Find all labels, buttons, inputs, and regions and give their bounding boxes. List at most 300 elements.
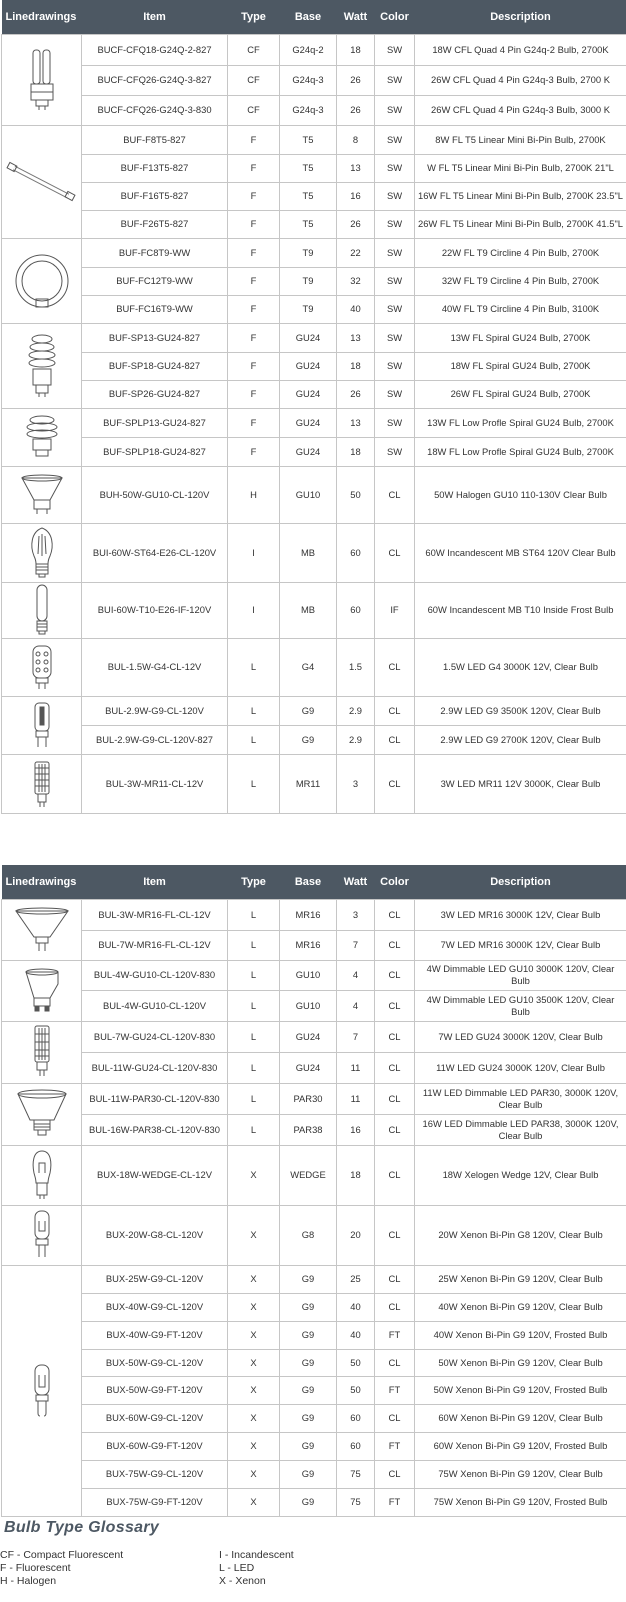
watt-cell: 18 [337,352,375,380]
type-cell: L [228,725,280,754]
table-row [2,1376,626,1404]
item-cell: BUL-3W-MR16-FL-CL-12V [82,899,228,930]
xenon-wedge-bulb-icon [2,1147,81,1203]
watt-cell: 40 [337,295,375,323]
table-row [2,267,626,295]
base-cell: T5 [280,210,337,238]
item-cell: BUX-18W-WEDGE-CL-12V [82,1145,228,1205]
item-cell: BUL-3W-MR11-CL-12V [82,754,228,813]
item-cell: BUX-20W-G8-CL-120V [82,1205,228,1265]
watt-cell: 40 [337,1321,375,1349]
type-cell: X [228,1265,280,1293]
header-row [2,0,626,34]
color-cell: SW [375,65,415,95]
color-cell: SW [375,267,415,295]
color-cell: IF [375,582,415,638]
led-g4-bulb-icon [2,642,81,692]
description-cell: 60W Incandescent MB T10 Inside Frost Bulb [415,582,626,638]
table-row [2,582,626,638]
color-cell: CL [375,960,415,990]
watt-cell: 26 [337,95,375,125]
watt-cell: 22 [337,238,375,267]
column-header: Linedrawings [2,865,82,899]
type-cell: F [228,437,280,466]
table-row [2,323,626,352]
base-cell: MR11 [280,754,337,813]
watt-cell: 20 [337,1205,375,1265]
item-cell: BUX-60W-G9-CL-120V [82,1404,228,1432]
type-cell: F [228,267,280,295]
table-row [2,930,626,960]
watt-cell: 3 [337,754,375,813]
column-header: Description [415,0,626,34]
item-cell: BUF-SP26-GU24-827 [82,380,228,408]
type-cell: F [228,238,280,267]
color-cell: SW [375,182,415,210]
color-cell: CL [375,1293,415,1321]
type-cell: F [228,323,280,352]
base-cell: GU10 [280,960,337,990]
type-cell: L [228,990,280,1021]
table-row [2,408,626,437]
item-cell: BUX-75W-G9-CL-120V [82,1460,228,1488]
watt-cell: 50 [337,1376,375,1404]
watt-cell: 1.5 [337,638,375,696]
description-cell: 18W CFL Quad 4 Pin G24q-2 Bulb, 2700K [415,34,626,65]
type-cell: F [228,154,280,182]
color-cell: CL [375,1052,415,1083]
base-cell: G9 [280,1488,337,1516]
column-header: Color [375,865,415,899]
watt-cell: 3 [337,899,375,930]
watt-cell: 7 [337,1021,375,1052]
xenon-g8-bulb-icon [2,1207,81,1263]
description-cell: 40W Xenon Bi-Pin G9 120V, Clear Bulb [415,1293,626,1321]
base-cell: GU24 [280,380,337,408]
table-row [2,1052,626,1083]
base-cell: G9 [280,1349,337,1376]
base-cell: GU24 [280,1021,337,1052]
watt-cell: 16 [337,1114,375,1145]
linedrawing-cell [2,960,82,1021]
base-cell: G9 [280,1265,337,1293]
table-row [2,1293,626,1321]
description-cell: 2.9W LED G9 2700K 120V, Clear Bulb [415,725,626,754]
item-cell: BUL-7W-MR16-FL-CL-12V [82,930,228,960]
description-cell: 20W Xenon Bi-Pin G8 120V, Clear Bulb [415,1205,626,1265]
item-cell: BUX-75W-G9-FT-120V [82,1488,228,1516]
item-cell: BUCF-CFQ18-G24Q-2-827 [82,34,228,65]
column-header: Color [375,0,415,34]
base-cell: T9 [280,295,337,323]
table-row [2,182,626,210]
type-cell: L [228,899,280,930]
color-cell: SW [375,380,415,408]
description-cell: 60W Incandescent MB ST64 120V Clear Bulb [415,523,626,582]
item-cell: BUX-40W-G9-CL-120V [82,1293,228,1321]
incandescent-t10-bulb-icon [2,583,81,637]
led-par-bulb-icon [2,1084,81,1144]
led-gu24-corn-bulb-icon [2,1022,81,1082]
color-cell: CL [375,1114,415,1145]
base-cell: G9 [280,1432,337,1460]
type-cell: X [228,1404,280,1432]
color-cell: SW [375,437,415,466]
item-cell: BUF-FC16T9-WW [82,295,228,323]
base-cell: G9 [280,1321,337,1349]
led-gu10-bulb-icon [2,964,81,1018]
description-cell: 26W FL Spiral GU24 Bulb, 2700K [415,380,626,408]
type-cell: L [228,696,280,725]
base-cell: GU24 [280,437,337,466]
table-row [2,1021,626,1052]
table-row [2,437,626,466]
base-cell: MR16 [280,930,337,960]
linear-tube-bulb-icon [2,154,81,210]
table-row [2,899,626,930]
table-row [2,1349,626,1376]
column-header: Item [82,865,228,899]
table-row [2,466,626,523]
glossary-column-2 [219,1549,294,1588]
description-cell: 2.9W LED G9 3500K 120V, Clear Bulb [415,696,626,725]
column-header: Watt [337,0,375,34]
type-cell: X [228,1349,280,1376]
item-cell: BUF-SPLP18-GU24-827 [82,437,228,466]
description-cell: 26W FL T5 Linear Mini Bi-Pin Bulb, 2700K 41.5"L [415,210,626,238]
table-row [2,154,626,182]
column-header: Base [280,865,337,899]
watt-cell: 50 [337,1349,375,1376]
table-row [2,523,626,582]
base-cell: G24q-2 [280,34,337,65]
type-cell: I [228,582,280,638]
linedrawing-cell [2,696,82,754]
header-row [2,865,626,899]
linedrawing-cell [2,408,82,466]
column-header: Description [415,865,626,899]
glossary-entry: CF - Compact Fluorescent [0,1549,124,1561]
color-cell: CL [375,725,415,754]
description-cell: 16W LED Dimmable LED PAR38, 3000K 120V, Clear Bulb [415,1114,626,1145]
table-row [2,1404,626,1432]
base-cell: T5 [280,125,337,154]
watt-cell: 13 [337,323,375,352]
description-cell: 75W Xenon Bi-Pin G9 120V, Clear Bulb [415,1460,626,1488]
description-cell: 1.5W LED G4 3000K 12V, Clear Bulb [415,638,626,696]
glossary-entry: H - Halogen [0,1575,57,1587]
item-cell: BUF-F13T5-827 [82,154,228,182]
description-cell: 50W Halogen GU10 110-130V Clear Bulb [415,466,626,523]
glossary-title: Bulb Type Glossary [4,1519,160,1536]
item-cell: BUH-50W-GU10-CL-120V [82,466,228,523]
item-cell: BUL-4W-GU10-CL-120V-830 [82,960,228,990]
linedrawing-cell [2,125,82,238]
base-cell: G8 [280,1205,337,1265]
color-cell: CL [375,466,415,523]
color-cell: CL [375,899,415,930]
watt-cell: 18 [337,1145,375,1205]
description-cell: 4W Dimmable LED GU10 3000K 120V, Clear Bulb [415,960,626,990]
linedrawing-cell [2,582,82,638]
color-cell: CL [375,1265,415,1293]
item-cell: BUF-FC8T9-WW [82,238,228,267]
type-cell: L [228,638,280,696]
watt-cell: 4 [337,990,375,1021]
watt-cell: 60 [337,1404,375,1432]
item-cell: BUX-50W-G9-CL-120V [82,1349,228,1376]
column-header: Linedrawings [2,0,82,34]
base-cell: G9 [280,1376,337,1404]
item-cell: BUI-60W-ST64-E26-CL-120V [82,523,228,582]
description-cell: 7W LED MR16 3000K 12V, Clear Bulb [415,930,626,960]
linedrawing-cell [2,638,82,696]
base-cell: T9 [280,238,337,267]
base-cell: G24q-3 [280,65,337,95]
item-cell: BUL-11W-GU24-CL-120V-830 [82,1052,228,1083]
low-profile-spiral-bulb-icon [2,412,81,462]
glossary-entry: X - Xenon [219,1575,266,1587]
linedrawing-cell [2,238,82,323]
watt-cell: 26 [337,380,375,408]
watt-cell: 32 [337,267,375,295]
base-cell: GU24 [280,1052,337,1083]
color-cell: SW [375,323,415,352]
column-header: Type [228,0,280,34]
led-mr11-corn-bulb-icon [2,758,81,810]
circline-bulb-icon [2,249,81,313]
type-cell: F [228,380,280,408]
type-cell: X [228,1460,280,1488]
linedrawing-cell [2,1145,82,1205]
xenon-g9-bulb-icon [2,1361,81,1421]
color-cell: SW [375,95,415,125]
glossary-column-1 [0,1549,123,1588]
watt-cell: 2.9 [337,725,375,754]
type-cell: CF [228,34,280,65]
color-cell: CL [375,990,415,1021]
linedrawing-cell [2,1205,82,1265]
table-row [2,1321,626,1349]
incandescent-st64-bulb-icon [2,526,81,580]
description-cell: 25W Xenon Bi-Pin G9 120V, Clear Bulb [415,1265,626,1293]
base-cell: T5 [280,154,337,182]
item-cell: BUX-50W-G9-FT-120V [82,1376,228,1404]
description-cell: 26W CFL Quad 4 Pin G24q-3 Bulb, 2700 K [415,65,626,95]
watt-cell: 75 [337,1488,375,1516]
description-cell: 18W FL Spiral GU24 Bulb, 2700K [415,352,626,380]
base-cell: MR16 [280,899,337,930]
color-cell: CL [375,1460,415,1488]
type-cell: L [228,930,280,960]
type-cell: X [228,1376,280,1404]
table-row [2,238,626,267]
color-cell: FT [375,1488,415,1516]
description-cell: 16W FL T5 Linear Mini Bi-Pin Bulb, 2700K 23.5"L [415,182,626,210]
description-cell: 3W LED MR16 3000K 12V, Clear Bulb [415,899,626,930]
watt-cell: 7 [337,930,375,960]
type-cell: X [228,1321,280,1349]
column-header: Item [82,0,228,34]
description-cell: 18W Xelogen Wedge 12V, Clear Bulb [415,1145,626,1205]
base-cell: G9 [280,725,337,754]
type-cell: L [228,754,280,813]
item-cell: BUL-1.5W-G4-CL-12V [82,638,228,696]
type-cell: F [228,182,280,210]
watt-cell: 60 [337,523,375,582]
item-cell: BUCF-CFQ26-G24Q-3-830 [82,95,228,125]
item-cell: BUL-11W-PAR30-CL-120V-830 [82,1083,228,1114]
description-cell: 11W LED GU24 3000K 120V, Clear Bulb [415,1052,626,1083]
linedrawing-cell [2,754,82,813]
watt-cell: 11 [337,1083,375,1114]
item-cell: BUF-F26T5-827 [82,210,228,238]
linedrawing-cell [2,1083,82,1145]
watt-cell: 26 [337,65,375,95]
item-cell: BUX-40W-G9-FT-120V [82,1321,228,1349]
type-cell: X [228,1293,280,1321]
bulb-type-glossary [0,1519,626,1602]
table-row [2,1432,626,1460]
table-row [2,34,626,65]
color-cell: CL [375,1021,415,1052]
table-row [2,725,626,754]
base-cell: PAR38 [280,1114,337,1145]
glossary-entry: L - LED [219,1562,255,1574]
type-cell: F [228,352,280,380]
color-cell: SW [375,34,415,65]
description-cell: 32W FL T9 Circline 4 Pin Bulb, 2700K [415,267,626,295]
base-cell: G9 [280,696,337,725]
color-cell: SW [375,408,415,437]
description-cell: 11W LED Dimmable LED PAR30, 3000K 120V, Clear Bulb [415,1083,626,1114]
watt-cell: 40 [337,1293,375,1321]
base-cell: T9 [280,267,337,295]
color-cell: FT [375,1432,415,1460]
type-cell: F [228,295,280,323]
type-cell: F [228,125,280,154]
description-cell: 22W FL T9 Circline 4 Pin Bulb, 2700K [415,238,626,267]
color-cell: CL [375,696,415,725]
color-cell: CL [375,1145,415,1205]
description-cell: W FL T5 Linear Mini Bi-Pin Bulb, 2700K 21"L [415,154,626,182]
watt-cell: 60 [337,1432,375,1460]
item-cell: BUF-SP13-GU24-827 [82,323,228,352]
table-row [2,1205,626,1265]
type-cell: L [228,960,280,990]
led-mr16-bulb-icon [2,903,81,957]
linedrawing-cell [2,34,82,125]
type-cell: X [228,1145,280,1205]
item-cell: BUF-F16T5-827 [82,182,228,210]
description-cell: 18W FL Low Profle Spiral GU24 Bulb, 2700K [415,437,626,466]
base-cell: GU10 [280,990,337,1021]
item-cell: BUL-2.9W-G9-CL-120V [82,696,228,725]
table-row [2,352,626,380]
column-header: Watt [337,865,375,899]
color-cell: CL [375,930,415,960]
description-cell: 3W LED MR11 12V 3000K, Clear Bulb [415,754,626,813]
type-cell: I [228,523,280,582]
table-row [2,638,626,696]
color-cell: SW [375,210,415,238]
item-cell: BUL-7W-GU24-CL-120V-830 [82,1021,228,1052]
watt-cell: 2.9 [337,696,375,725]
color-cell: SW [375,295,415,323]
description-cell: 13W FL Spiral GU24 Bulb, 2700K [415,323,626,352]
watt-cell: 50 [337,466,375,523]
type-cell: F [228,408,280,437]
item-cell: BUF-SP18-GU24-827 [82,352,228,380]
description-cell: 60W Xenon Bi-Pin G9 120V, Clear Bulb [415,1404,626,1432]
type-cell: F [228,210,280,238]
base-cell: G4 [280,638,337,696]
table-row [2,1488,626,1516]
description-cell: 7W LED GU24 3000K 120V, Clear Bulb [415,1021,626,1052]
color-cell: CL [375,1404,415,1432]
halogen-gu10-bulb-icon [2,472,81,518]
bulb-table-1 [1,0,626,814]
table-row [2,1460,626,1488]
linedrawing-cell [2,466,82,523]
description-cell: 26W CFL Quad 4 Pin G24q-3 Bulb, 3000 K [415,95,626,125]
item-cell: BUL-16W-PAR38-CL-120V-830 [82,1114,228,1145]
base-cell: PAR30 [280,1083,337,1114]
type-cell: L [228,1052,280,1083]
linedrawing-cell [2,1265,82,1516]
description-cell: 75W Xenon Bi-Pin G9 120V, Frosted Bulb [415,1488,626,1516]
type-cell: X [228,1432,280,1460]
color-cell: CL [375,1349,415,1376]
item-cell: BUCF-CFQ26-G24Q-3-827 [82,65,228,95]
watt-cell: 13 [337,154,375,182]
table-row [2,696,626,725]
color-cell: CL [375,1083,415,1114]
base-cell: GU24 [280,323,337,352]
watt-cell: 18 [337,437,375,466]
item-cell: BUF-SPLP13-GU24-827 [82,408,228,437]
base-cell: MB [280,582,337,638]
table-row [2,1083,626,1114]
linedrawing-cell [2,1021,82,1083]
item-cell: BUF-F8T5-827 [82,125,228,154]
type-cell: CF [228,65,280,95]
item-cell: BUL-2.9W-G9-CL-120V-827 [82,725,228,754]
glossary-entry: I - Incandescent [219,1549,294,1561]
table-row [2,754,626,813]
item-cell: BUF-FC12T9-WW [82,267,228,295]
type-cell: L [228,1083,280,1114]
item-cell: BUI-60W-T10-E26-IF-120V [82,582,228,638]
description-cell: 40W FL T9 Circline 4 Pin Bulb, 3100K [415,295,626,323]
color-cell: SW [375,154,415,182]
base-cell: G9 [280,1460,337,1488]
description-cell: 40W Xenon Bi-Pin G9 120V, Frosted Bulb [415,1321,626,1349]
watt-cell: 25 [337,1265,375,1293]
linedrawing-cell [2,899,82,960]
description-cell: 8W FL T5 Linear Mini Bi-Pin Bulb, 2700K [415,125,626,154]
base-cell: WEDGE [280,1145,337,1205]
bulb-table-2 [1,865,626,1517]
column-header: Base [280,0,337,34]
watt-cell: 75 [337,1460,375,1488]
description-cell: 50W Xenon Bi-Pin G9 120V, Clear Bulb [415,1349,626,1376]
column-header: Type [228,865,280,899]
type-cell: L [228,1021,280,1052]
table-row [2,960,626,990]
color-cell: CL [375,523,415,582]
table-row [2,1145,626,1205]
